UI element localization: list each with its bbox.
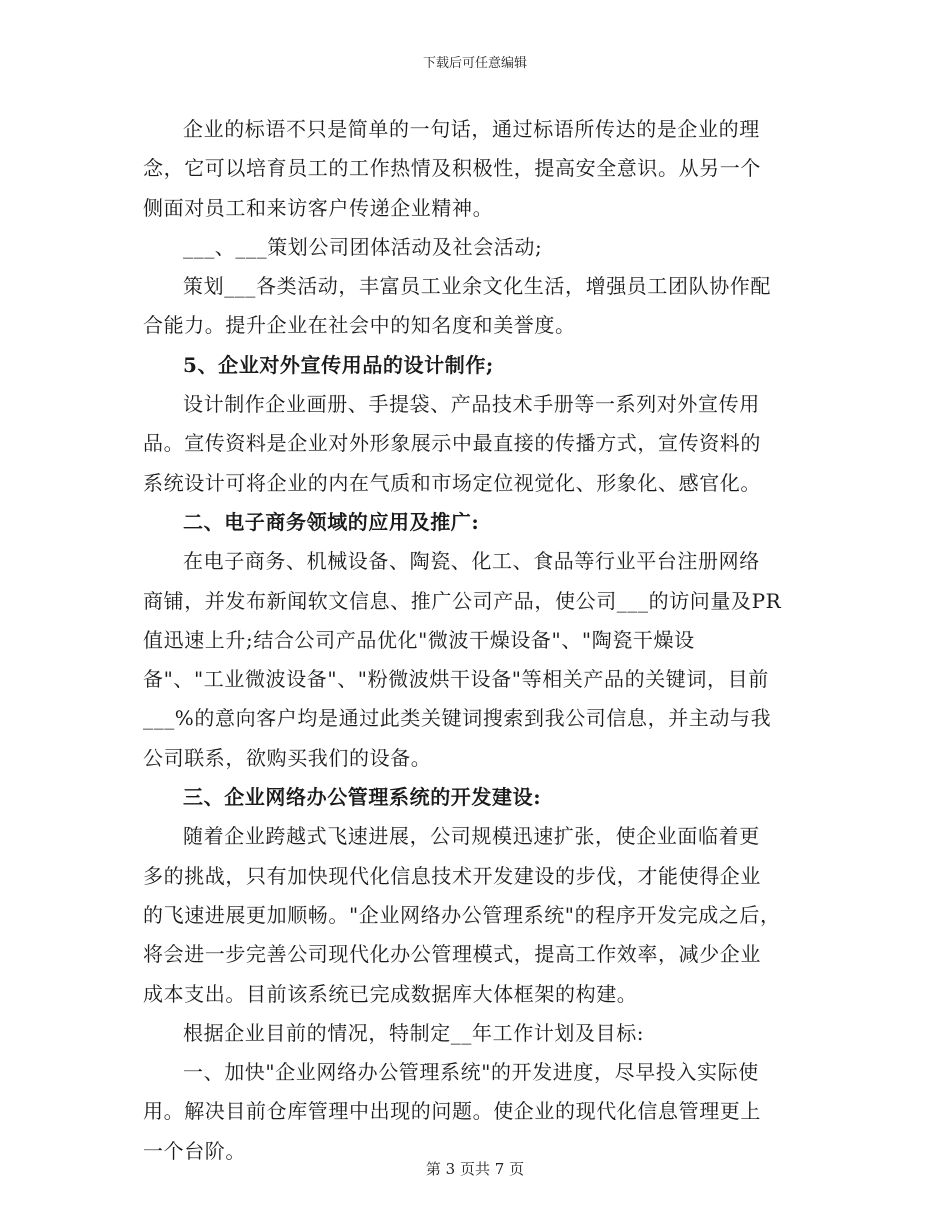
text-line: 用。解决目前仓库管理中出现的问题。使企业的现代化信息管理更上: [143, 1099, 761, 1124]
text-line: ___、___策划公司团体活动及社会活动;: [183, 234, 543, 259]
text-line: 成本支出。目前该系统已完成数据库大体框架的构建。: [143, 981, 638, 1006]
text-line: 5、企业对外宣传用品的设计制作;: [183, 352, 494, 377]
section-heading: [143, 503, 803, 542]
text-line: 合能力。提升企业在社会中的知名度和美誉度。: [143, 313, 576, 338]
text-line: 在电子商务、机械设备、陶瓷、化工、食品等行业平台注册网络: [183, 549, 760, 574]
body-paragraph: [143, 228, 803, 267]
body-paragraph: [143, 1053, 803, 1171]
text-line: 多的挑战，只有加快现代化信息技术开发建设的步伐，才能使得企业: [143, 863, 761, 888]
section-heading: [143, 778, 803, 817]
text-line: 将会进一步完善公司现代化办公管理模式，提高工作效率，减少企业: [143, 942, 761, 967]
text-line: ___%的意向客户均是通过此类关键词搜索到我公司信息，并主动与我: [143, 706, 772, 731]
body-paragraph: [143, 1014, 803, 1053]
text-line: 二、电子商务领域的应用及推广:: [183, 509, 480, 534]
text-line: 一个台阶。: [143, 1138, 246, 1163]
page-header: 下载后可任意编辑: [422, 56, 527, 71]
text-line: 公司联系，欲购买我们的设备。: [143, 745, 432, 770]
text-line: 侧面对员工和来访客户传递企业精神。: [143, 195, 494, 220]
section-heading: [143, 346, 803, 385]
text-line: 备"、"工业微波设备"、"粉微波烘干设备"等相关产品的关键词，目前: [143, 667, 769, 692]
text-line: 设计制作企业画册、手提袋、产品技术手册等一系列对外宣传用: [183, 392, 760, 417]
text-line: 商铺，并发布新闻软文信息、推广公司产品，使公司___的访问量及PR: [143, 588, 782, 613]
text-line: 随着企业跨越式飞速进展，公司规模迅速扩张，使企业面临着更: [183, 824, 760, 849]
text-line: 念，它可以培育员工的工作热情及积极性，提高安全意识。从另一个: [143, 156, 761, 181]
body-paragraph: [143, 267, 803, 346]
text-line: 三、企业网络办公管理系统的开发建设:: [183, 785, 542, 810]
body-paragraph: [143, 817, 803, 1013]
text-line: 值迅速上升;结合公司产品优化"微波干燥设备"、"陶瓷干燥设: [143, 627, 695, 652]
page-footer: 第 3 页共 7 页: [425, 1160, 525, 1178]
document-body: [143, 110, 803, 1171]
body-paragraph: [143, 385, 803, 503]
body-paragraph: [143, 542, 803, 778]
text-line: 品。宣传资料是企业对外形象展示中最直接的传播方式，宣传资料的: [143, 431, 761, 456]
text-line: 系统设计可将企业的内在气质和市场定位视觉化、形象化、感官化。: [143, 470, 761, 495]
text-line: 根据企业目前的情况，特制定__年工作计划及目标:: [183, 1020, 645, 1045]
text-line: 一、加快"企业网络办公管理系统"的开发进度，尽早投入实际使: [183, 1060, 759, 1085]
text-line: 的飞速进展更加顺畅。"企业网络办公管理系统"的程序开发完成之后，: [143, 902, 781, 927]
text-line: 策划___各类活动，丰富员工业余文化生活，增强员工团队协作配: [183, 274, 771, 299]
text-line: 企业的标语不只是简单的一句话，通过标语所传达的是企业的理: [183, 117, 760, 141]
body-paragraph: [143, 110, 803, 228]
